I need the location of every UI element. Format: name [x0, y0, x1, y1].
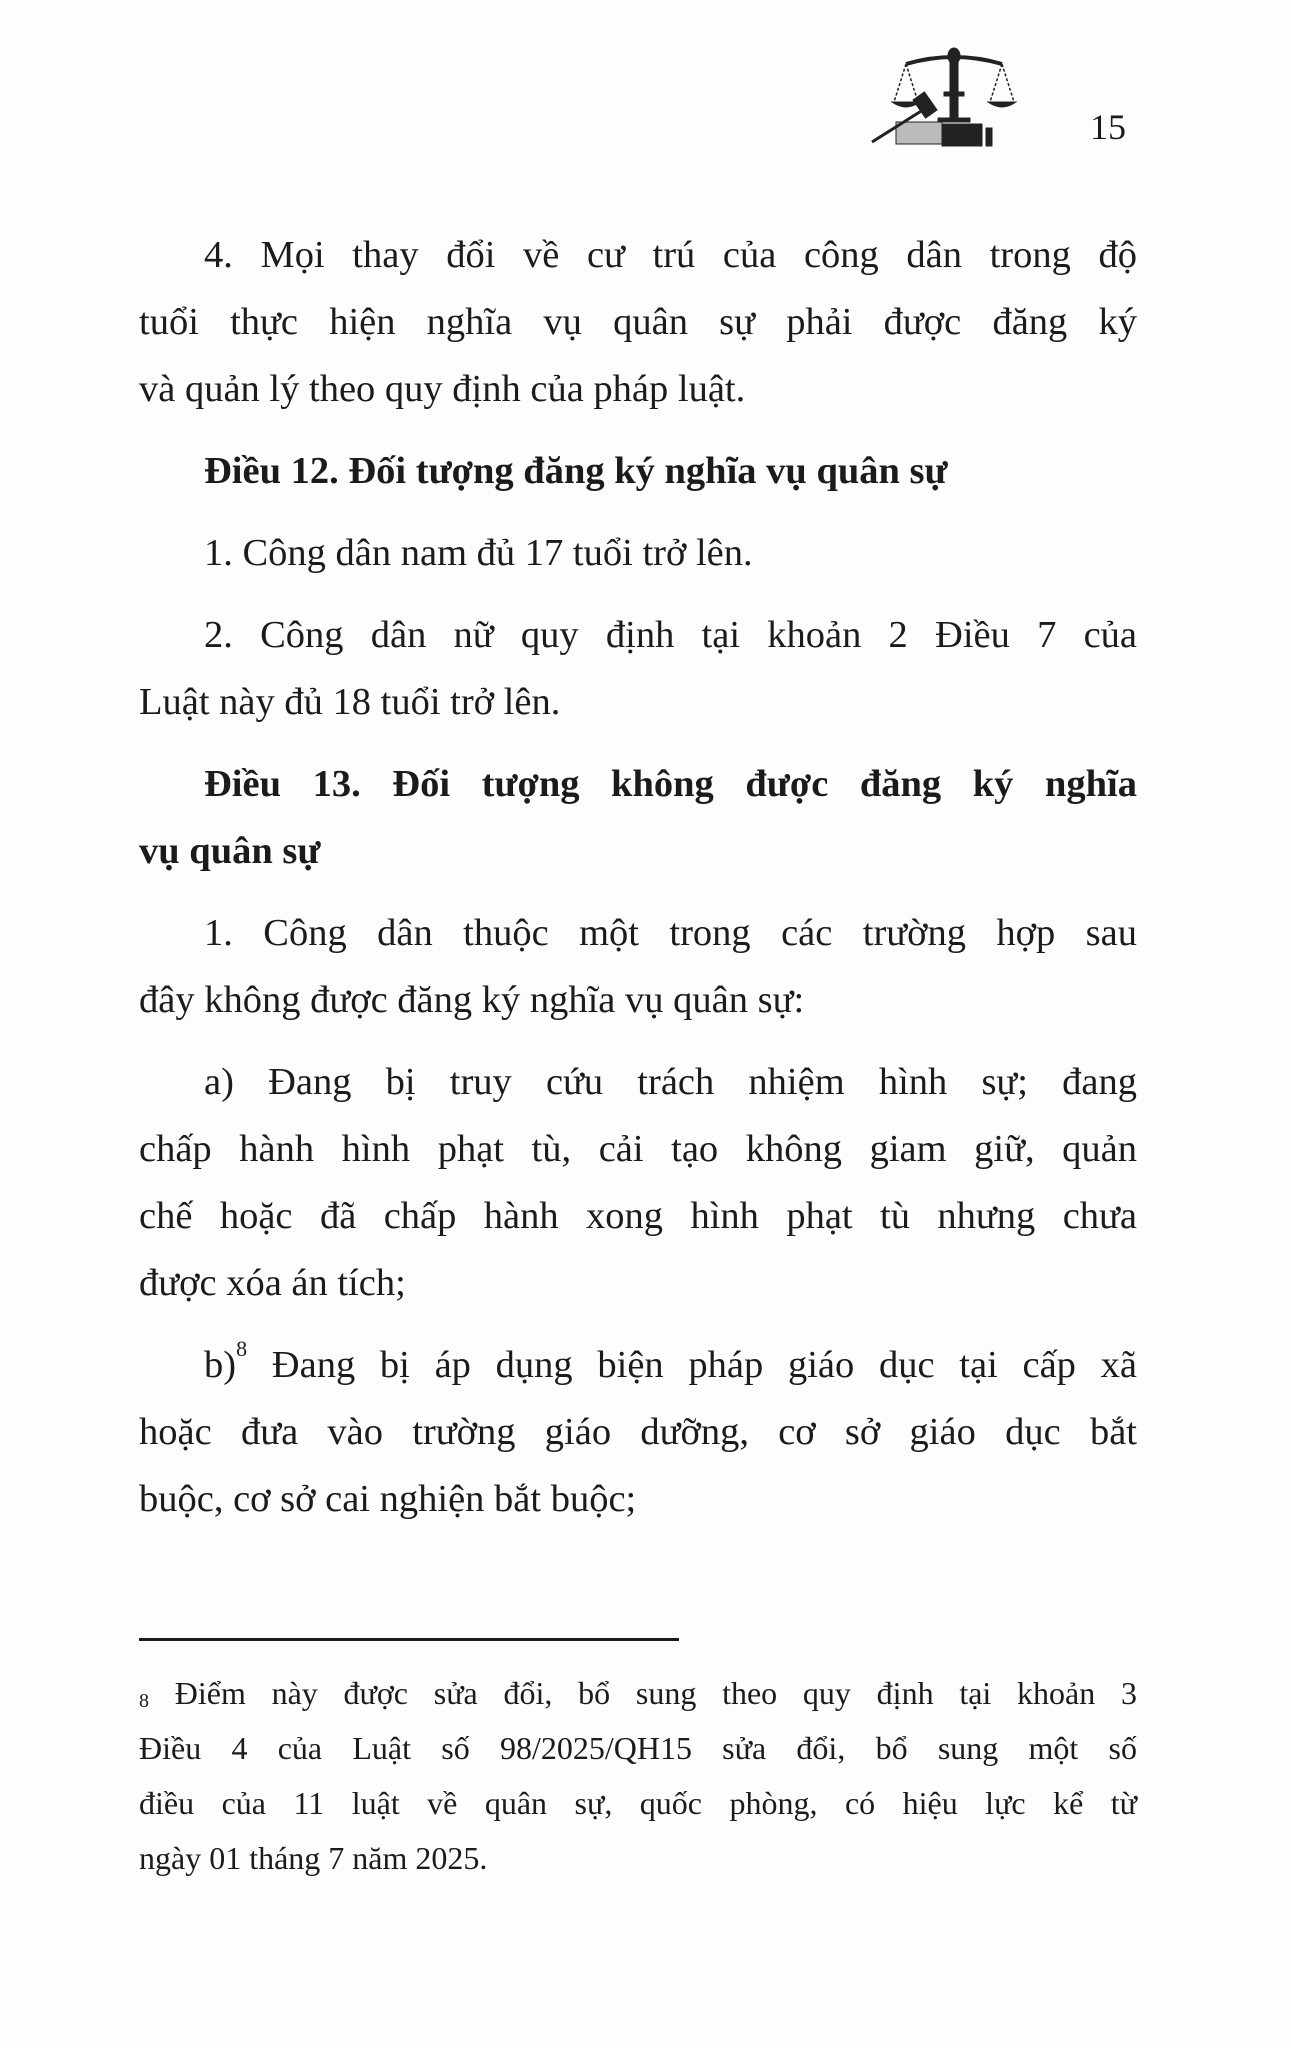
point-a — [139, 1049, 1137, 1317]
scales-of-justice-logo-icon — [866, 42, 1042, 150]
point-label: b) — [204, 1344, 237, 1386]
text-line: chấp hành hình phạt tù, cải tạo không giam giữ, quản — [139, 1128, 1137, 1170]
text-line: được xóa án tích; — [139, 1262, 406, 1304]
text-line: tuổi thực hiện nghĩa vụ quân sự phải được đăng ký — [139, 301, 1137, 343]
point-b — [139, 1332, 1137, 1533]
text-line: và quản lý theo quy định của pháp luật. — [139, 368, 746, 410]
paragraph-4-residence — [139, 222, 1137, 423]
footnote-divider — [139, 1638, 679, 1641]
text-line — [139, 1332, 1137, 1399]
line-text: Điểm này được sửa đổi, bổ sung theo quy định tại khoản 3 — [149, 1675, 1137, 1711]
footnote-marker: 8 — [139, 1690, 149, 1712]
footnote-ref[interactable]: 8 — [236, 1336, 248, 1361]
text-line: 4. Mọi thay đổi về cư trú của công dân trong độ — [204, 234, 1137, 276]
text-line: 1. Công dân nam đủ 17 tuổi trở lên. — [204, 532, 753, 574]
footnote-line: ngày 01 tháng 7 năm 2025. — [139, 1840, 488, 1876]
heading-line: Điều 13. Đối tượng không được đăng ký nghĩa — [204, 763, 1137, 805]
article-12-heading — [139, 438, 1137, 505]
article-13-heading — [139, 751, 1137, 885]
text-line: 1. Công dân thuộc một trong các trường hợp sau — [204, 912, 1137, 954]
clause-1 — [139, 520, 1137, 587]
text-line: 2. Công dân nữ quy định tại khoản 2 Điều 7 của — [204, 614, 1137, 656]
text-line: buộc, cơ sở cai nghiện bắt buộc; — [139, 1478, 637, 1520]
page-body — [139, 222, 1137, 1548]
footnote-line: Điều 4 của Luật số 98/2025/QH15 sửa đổi, bổ sung một số — [139, 1730, 1137, 1766]
text-line: chế hoặc đã chấp hành xong hình phạt tù nhưng chưa — [139, 1195, 1137, 1237]
footnote-line: điều của 11 luật về quân sự, quốc phòng, có hiệu lực kể từ — [139, 1785, 1137, 1821]
text-line: a) Đang bị truy cứu trách nhiệm hình sự; đang — [204, 1061, 1137, 1103]
text-line: Luật này đủ 18 tuổi trở lên. — [139, 681, 561, 723]
text-line: hoặc đưa vào trường giáo dưỡng, cơ sở giáo dục bắt — [139, 1411, 1137, 1453]
article-13-clause-1 — [139, 900, 1137, 1034]
line-text: Đang bị áp dụng biện pháp giáo dục tại cấp xã — [247, 1344, 1137, 1386]
heading-line: vụ quân sự — [139, 830, 321, 872]
heading-line: Điều 12. Đối tượng đăng ký nghĩa vụ quân sự — [204, 450, 948, 492]
footnote-line — [139, 1666, 1137, 1721]
footnote — [139, 1666, 1137, 1886]
text-line: đây không được đăng ký nghĩa vụ quân sự: — [139, 979, 805, 1021]
page-number: 15 — [1090, 107, 1126, 147]
clause-2 — [139, 602, 1137, 736]
